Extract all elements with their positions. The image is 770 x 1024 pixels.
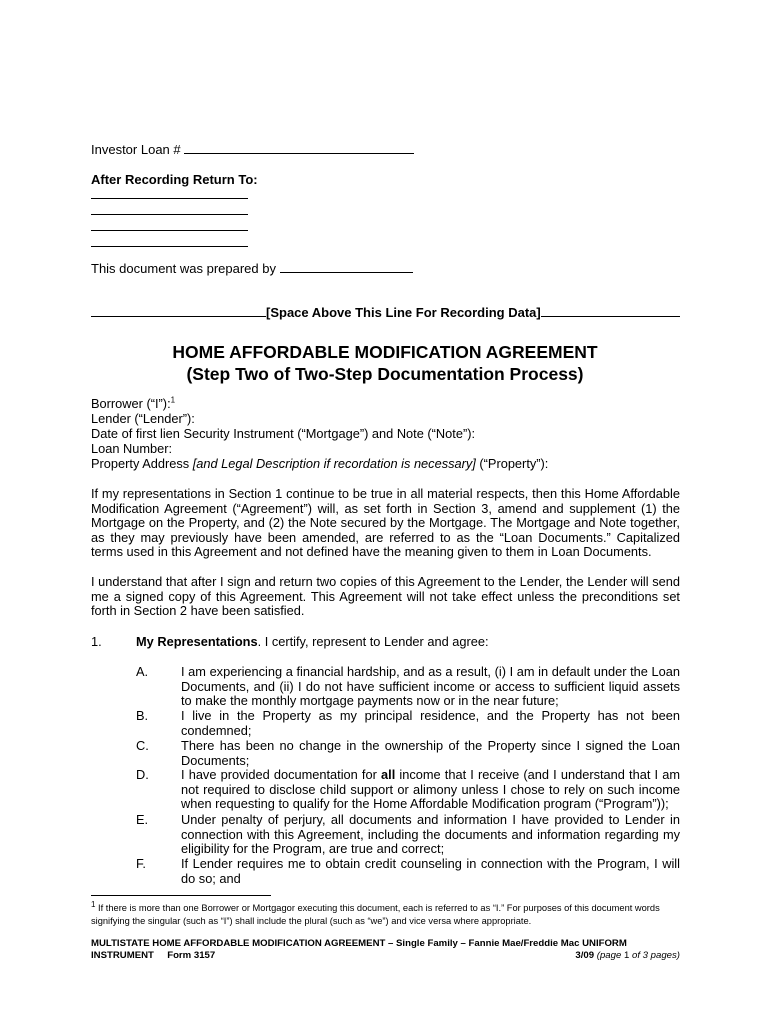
property-address-label: Property Address [91, 456, 193, 471]
return-to-blank-3[interactable] [91, 230, 248, 231]
item-label: A. [136, 664, 149, 679]
lender-field: Lender (“Lender”): [91, 411, 195, 426]
section-heading: My Representations [136, 634, 258, 649]
item-text-part: income that I receive (and I understand that I am not required to disclose child support or alimony unless I chose to rely on such income when requesting to qualify for the Home Affordable Modification program (“Program”)); [181, 767, 680, 812]
item-text: There has been no change in the ownership of the Property since I signed the Loan Documents; [181, 738, 680, 768]
copies-paragraph: I understand that after I sign and return two copies of this Agreement to the Lender, the Lender will send me a signed copy of this Agreement. This Agreement will not take effect unless the preconditions set forth in Section 2 have been satisfied. [91, 574, 680, 619]
item-label: D. [136, 767, 149, 782]
legal-description-note: [and Legal Description if recordation is necessary] [192, 456, 476, 471]
item-label: E. [136, 812, 149, 827]
intro-paragraph: If my representations in Section 1 continue to be true in all material respects, then this Home Affordable Modification Agreement (“Agreement”) will, as set forth in Section 3, amend and supplement (1) the Mortgage on the Property, and (2) the Note secured by the Mortgage. The Mortgage and Note together, as they may previously have been amended, are referred to as the “Loan Documents.” Capitalized terms used in this Agreement and not defined have the meaning given to them in Loan Documents. [91, 486, 680, 560]
investor-loan-blank[interactable] [184, 153, 414, 154]
property-address-field [91, 456, 548, 471]
list-item [91, 813, 680, 857]
list-item [91, 709, 680, 738]
item-text: I live in the Property as my principal residence, and the Property has not been condemned; [181, 708, 680, 738]
list-item [91, 768, 680, 812]
prepared-by-label: This document was prepared by [91, 261, 276, 276]
borrower-label: Borrower (“I”): [91, 396, 171, 411]
item-text: If Lender requires me to obtain credit counseling in connection with the Program, I will do so; and [181, 856, 680, 886]
recording-rule-left [91, 316, 266, 317]
page-number: 1 [623, 950, 630, 961]
recording-data-line [91, 305, 680, 320]
return-to-label: After Recording Return To: [91, 172, 258, 187]
page-suffix: of 3 pages) [629, 950, 680, 961]
list-item [91, 857, 680, 886]
item-text: I am experiencing a financial hardship, and as a result, (i) I am in default under the Loan Documents, and (ii) I do not have sufficient income or access to sufficient liquid assets to make the monthly mortgage payments now or in the near future; [181, 664, 680, 709]
return-to-blank-2[interactable] [91, 214, 248, 215]
loan-number-field: Loan Number: [91, 441, 173, 456]
item-text-part: I have provided documentation for [181, 767, 382, 782]
recording-space-label: [Space Above This Line For Recording Data] [266, 305, 541, 320]
form-footer-line2 [91, 950, 680, 962]
page-prefix: (page [596, 950, 624, 961]
item-label: C. [136, 738, 149, 753]
section-1-title [136, 635, 489, 650]
return-to-blank-1[interactable] [91, 198, 248, 199]
property-label: (“Property”): [475, 456, 549, 471]
list-item [91, 739, 680, 768]
section-number: 1. [91, 634, 102, 649]
footnote-ref: 1 [170, 395, 176, 405]
item-text [181, 768, 680, 812]
item-text-emphasis: all [381, 767, 396, 782]
item-label: F. [136, 856, 146, 871]
page-count [597, 950, 680, 961]
recording-rule-right [541, 316, 680, 317]
document-title: HOME AFFORDABLE MODIFICATION AGREEMENT [172, 342, 598, 362]
footnote-separator [91, 895, 271, 896]
investor-loan-line [91, 142, 414, 157]
item-label: B. [136, 708, 149, 723]
section-intro: . I certify, represent to Lender and agree: [257, 634, 489, 649]
footnote-marker: 1 [91, 899, 96, 909]
document-subtitle: (Step Two of Two-Step Documentation Process) [186, 364, 584, 384]
prepared-by-blank[interactable] [280, 272, 413, 273]
section-1-heading [91, 635, 680, 650]
borrower-field [91, 396, 548, 411]
party-fields [91, 396, 548, 471]
footnote-text: If there is more than one Borrower or Mortgagor executing this document, each is referred to as “I.” For purposes of this document words signifying the singular (such as “I”) shall include the plural (such as “we”) and vice versa where appropriate. [91, 903, 660, 926]
item-text: Under penalty of perjury, all documents and information I have provided to Lender in connection with this Agreement, including the documents and information regarding my eligibility for the Program, are true and correct; [181, 812, 680, 857]
return-to-blank-4[interactable] [91, 246, 248, 247]
security-instrument-field: Date of first lien Security Instrument (“Mortgage”) and Note (“Note”): [91, 426, 476, 441]
investor-loan-label: Investor Loan # [91, 142, 181, 157]
form-number: INSTRUMENT Form 3157 [91, 950, 216, 961]
page-indicator [575, 950, 680, 962]
form-date: 3/09 [575, 950, 595, 961]
form-footer-line1: MULTISTATE HOME AFFORDABLE MODIFICATION AGREEMENT – Single Family – Fannie Mae/Freddie Mac UNIFORM [91, 938, 627, 949]
prepared-by-line [91, 261, 413, 276]
footnote [91, 899, 680, 928]
list-item [91, 665, 680, 709]
